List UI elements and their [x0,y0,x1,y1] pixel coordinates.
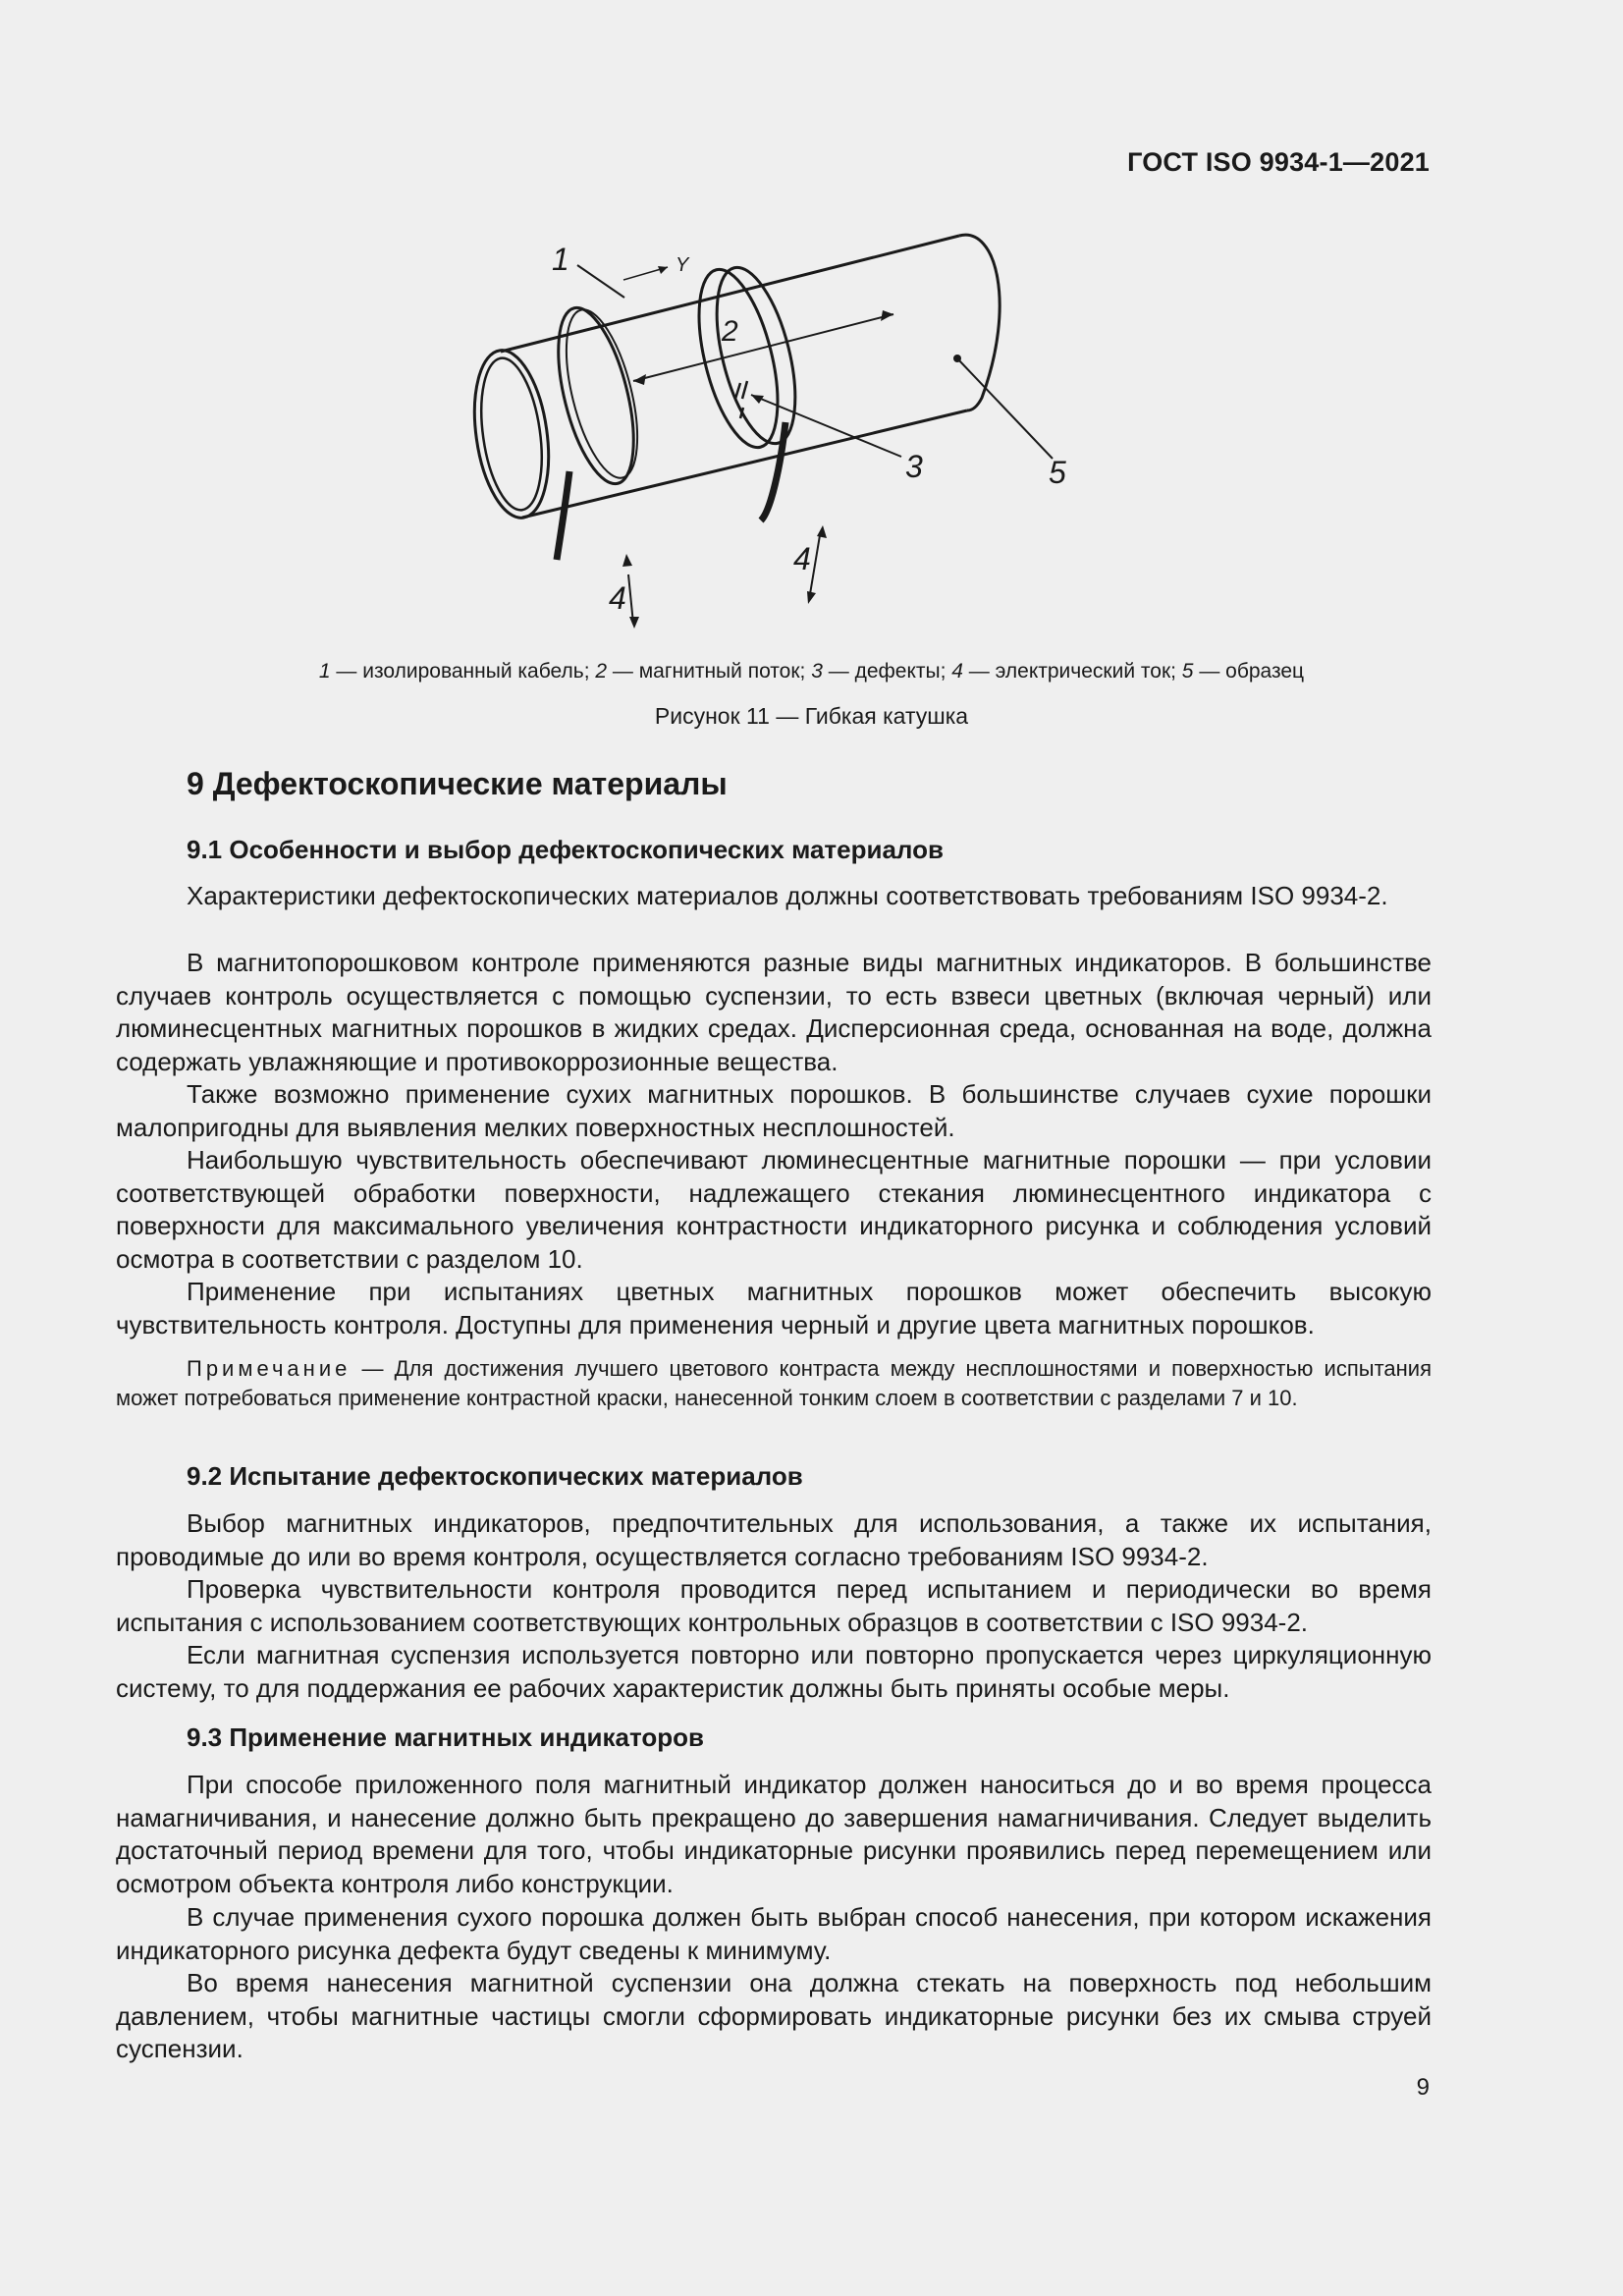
paragraph: Проверка чувствительности контроля проводится перед испытанием и периодически во время испытания с использованием соответствующих контрольных образцов в соответствии с ISO 9934-2. [116,1574,1432,1637]
figure-legend [0,660,1623,683]
label-3: 3 [905,449,923,484]
legend-text: — изолированный кабель; [330,660,596,683]
legend-num: 2 [595,660,608,683]
legend-text: — магнитный поток; [607,660,812,683]
document-header: ГОСТ ISO 9934-1—2021 [1127,147,1430,177]
note-label: Примечание [187,1356,352,1381]
legend-num: 3 [811,660,823,683]
paragraph: Выбор магнитных индикаторов, предпочтительных для использования, а также их испытания, проводимые до или во время контроля, осуществляется согласно требованиям ISO 9934-2. [116,1508,1432,1571]
paragraph: При способе приложенного поля магнитный индикатор должен наноситься до и во время процесса намагничивания, и нанесение должно быть прекращено до завершения намагничивания. Следует выделить достаточный период времени для того, чтобы индикаторные рисунки проявились перед перемещением или осмотром объекта контроля либо конструкции. [116,1770,1432,1898]
legend-num: 4 [951,660,963,683]
tube-end-left [464,346,558,522]
label-4-left: 4 [609,580,626,616]
paragraph: В магнитопорошковом контроле применяются разные виды магнитных индикаторов. В большинстве случаев контроль осуществляется с помощью суспензии, то есть взвеси цветных (включая черный) или люминесцентных магнитных порошков в жидких средах. Дисперсионная среда, основанная на воде, должна содержать увлажняющие и противокоррозионные вещества. [116,948,1432,1076]
cable-lead-left [557,471,569,560]
section-9-1-heading: 9.1 Особенности и выбор дефектоскопических материалов [187,835,944,864]
paragraph: Наибольшую чувствительность обеспечивают люминесцентные магнитные порошки — при условии соответствующей обработки поверхности, надлежащего стекания люминесцентного индикатора с поверхности для максимального увеличения контрастности индикаторного рисунка и соблюдения условий осмотра в соответствии с разделом 10. [116,1145,1432,1274]
tube-end-right [959,235,1000,410]
label-5: 5 [1049,455,1066,490]
legend-text: — электрический ток; [962,660,1182,683]
paragraph: Во время нанесения магнитной суспензии она должна стекать на поверхность под небольшим давлением, чтобы магнитные частицы смогли сформировать индикаторные рисунки без их смыва струей суспензии. [116,1968,1432,2064]
cable-lead-right [761,422,785,520]
paragraph: Если магнитная суспензия используется повторно или повторно пропускается через циркуляционную систему, то для поддержания ее рабочих характеристик должны быть приняты особые меры. [116,1640,1432,1703]
legend-text: — дефекты; [822,660,952,683]
paragraph: В случае применения сухого порошка должен быть выбран способ нанесения, при котором искажения индикаторного рисунка дефекта будут сведены к минимуму. [116,1902,1432,1965]
paragraph: Характеристики дефектоскопических материалов должны соответствовать требованиям ISO 9934-2. [187,881,1388,910]
label-2: 2 [722,315,738,348]
paragraph: Также возможно применение сухих магнитных порошков. В большинстве случаев сухие порошки малопригодны для выявления мелких поверхностных несплошностей. [116,1079,1432,1142]
paragraph: Применение при испытаниях цветных магнитных порошков может обеспечить высокую чувствительность контроля. Доступны для применения черный и другие цвета магнитных порошков. [116,1277,1432,1339]
section-9-3-heading: 9.3 Применение магнитных индикаторов [187,1722,705,1752]
legend-text: — образец [1193,660,1305,683]
figure-caption: Рисунок 11 — Гибкая катушка [654,703,969,729]
section-9-2-heading: 9.2 Испытание дефектоскопических материалов [187,1461,803,1491]
note-text: — Для достижения лучшего цветового контраста между несплошностями и поверхностью испытания может потребоваться применение контрастной краски, нанесенной тонким слоем в соответствии с разделами 7 и 10. [116,1356,1432,1410]
page-number: 9 [1416,2074,1430,2101]
legend-num: 5 [1181,660,1194,683]
label-y: Y [676,254,689,276]
label-1: 1 [552,242,569,277]
section-9-heading: 9 Дефектоскопические материалы [187,766,728,801]
label-4-right: 4 [793,541,811,576]
legend-num: 1 [318,660,331,683]
figure-flexible-coil [461,226,1109,648]
note [116,1354,1432,1413]
